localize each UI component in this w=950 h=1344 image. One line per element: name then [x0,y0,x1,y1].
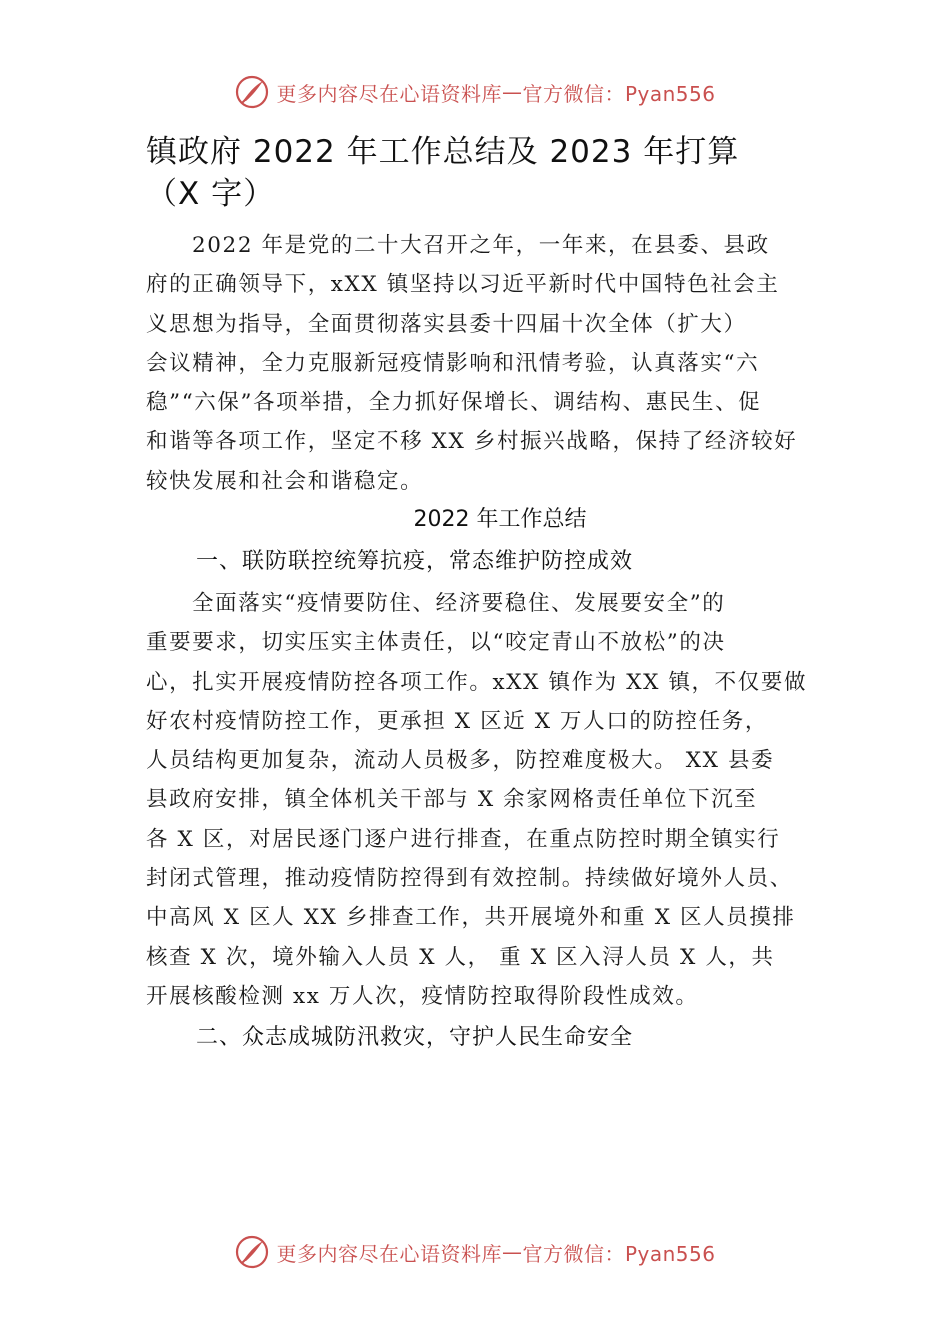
paragraph-line: 全面落实“疫情要防住、经济要稳住、发展要安全”的 [192,591,726,616]
banner-brand-text: 更多内容尽在心语资料库 [276,1241,502,1266]
paragraph-line: 和谐等各项工作，坚定不移 XX 乡村振兴战略，保持了经济较好 [146,429,798,455]
paragraph-line: 核查 X 次，境外输入人员 X 人， 重 X 区入浔人员 X 人，共 [146,944,775,970]
paragraph-line: 中高风 X 区人 XX 乡排查工作，共开展境外和重 X 区人员摸排 [146,905,796,931]
paragraph-line: 各 X 区，对居民逐门逐户进行排查，在重点防控时期全镇实行 [146,826,781,852]
section-two-heading: 二、众志成城防汛救灾，守护人民生命安全 [196,1025,634,1050]
banner-separator: — [501,1240,523,1264]
section-one-paragraph [146,584,826,1016]
intro-paragraph [146,226,826,501]
feather-logo-icon [234,74,270,110]
paragraph-line: 较快发展和社会和谐稳定。 [146,468,424,494]
paragraph-line: 稳”“六保”各项举措，全力抓好保增长、调结构、惠民生、促 [146,390,762,416]
paragraph-line: 封闭式管理，推动疫情防控得到有效控制。持续做好境外人员、 [146,866,793,892]
document-title: 镇政府 2022 年工作总结及 2023 年打算 [146,134,740,170]
banner-separator: — [501,80,523,104]
footer-watermark-banner [0,1232,950,1272]
paragraph-line: 心，扎实开展疫情防控各项工作。xXX 镇作为 XX 镇，不仅要做 [146,669,808,695]
paragraph-line: 重要要求，切实压实主体责任，以“咬定青山不放松”的决 [146,630,726,656]
feather-logo-icon [234,1234,270,1270]
header-watermark-banner [0,72,950,112]
document-title-subtitle: （X 字） [146,176,276,212]
paragraph-line: 县政府安排，镇全体机关干部与 X 余家网格责任单位下沉至 [146,787,758,813]
paragraph-line: 人员结构更加复杂，流动人员极多，防控难度极大。 XX 县委 [146,748,775,774]
banner-official-text: 官方微信：Pyan556 [522,81,716,106]
section-one-heading: 一、联防联控统筹抗疫，常态维护防控成效 [196,549,634,574]
paragraph-line: 义思想为指导，全面贯彻落实县委十四届十次全体（扩大） [146,311,747,337]
banner-brand-text: 更多内容尽在心语资料库 [276,81,502,106]
paragraph-line: 好农村疫情防控工作，更承担 X 区近 X 万人口的防控任务， [146,708,768,734]
paragraph-line: 府的正确领导下，xXX 镇坚持以习近平新时代中国特色社会主 [146,272,780,298]
banner-official-text: 官方微信：Pyan556 [522,1241,716,1266]
paragraph-line: 开展核酸检测 xx 万人次，疫情防控取得阶段性成效。 [146,983,699,1009]
summary-heading: 2022 年工作总结 [413,507,587,532]
paragraph-line: 会议精神，全力克服新冠疫情影响和汛情考验，认真落实“六 [146,350,760,376]
paragraph-line: 2022 年是党的二十大召开之年，一年来，在县委、县政 [192,233,770,258]
